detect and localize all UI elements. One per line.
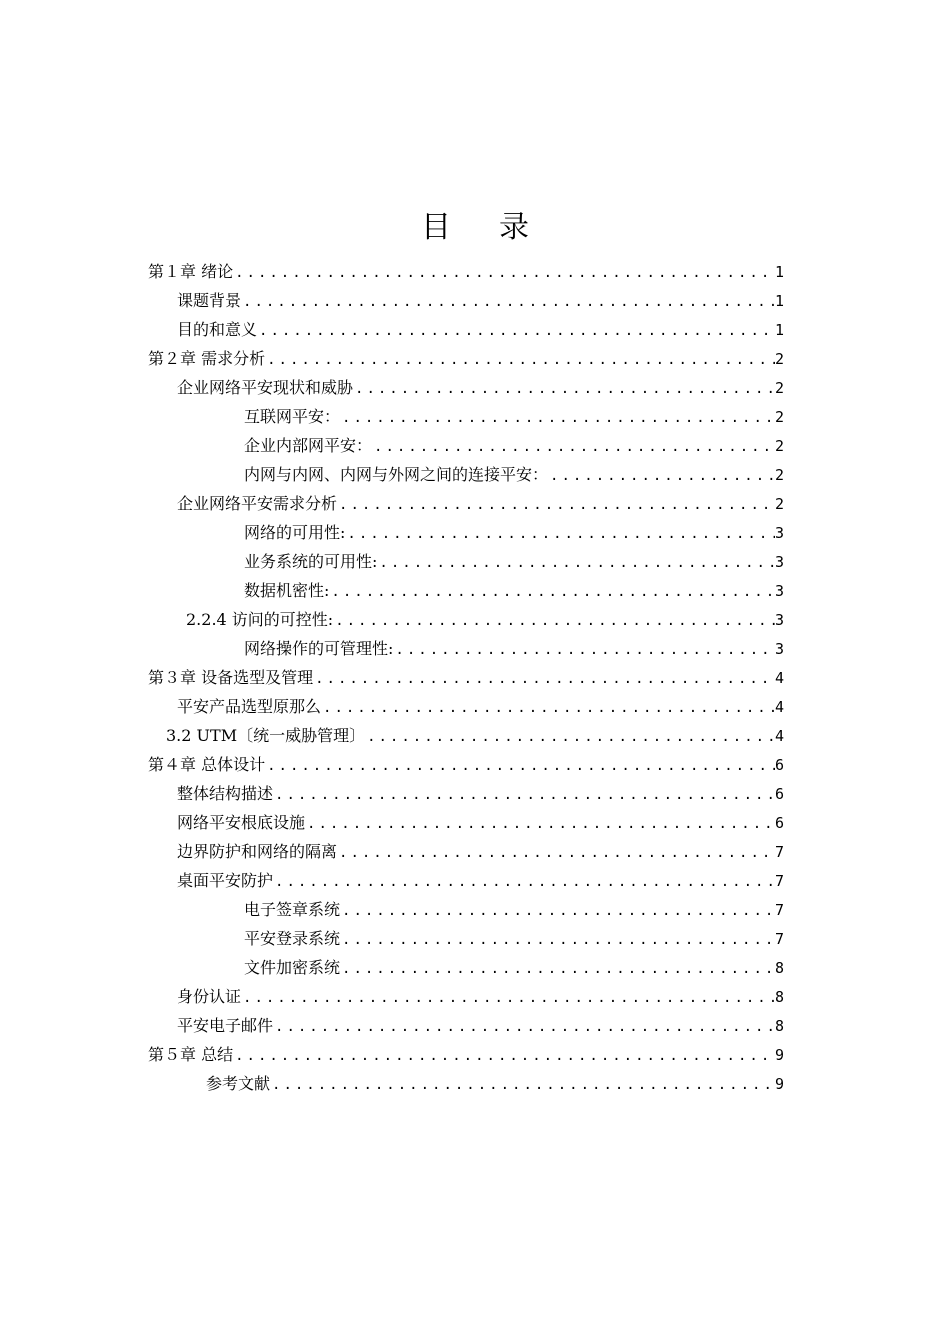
toc-entry-label: 第３章 设备选型及管理 bbox=[148, 668, 314, 687]
toc-entry-label: 2.2.4 访问的可控性: bbox=[186, 610, 334, 629]
toc-entry-page: 7 bbox=[774, 901, 784, 919]
dot-leader bbox=[265, 346, 775, 373]
dot-leader bbox=[241, 984, 775, 1011]
toc-entry-page: 8 bbox=[774, 1017, 784, 1035]
dot-leader bbox=[337, 839, 775, 866]
toc-entry-page: 8 bbox=[774, 988, 784, 1006]
toc-entry-page: 4 bbox=[774, 698, 784, 716]
toc-entry-page: 7 bbox=[774, 930, 784, 948]
dot-leader bbox=[313, 665, 775, 692]
toc-entry-label: 平安登录系统 bbox=[244, 929, 341, 948]
dot-leader bbox=[377, 549, 775, 576]
toc-entry[interactable] bbox=[148, 953, 784, 982]
toc-entry[interactable] bbox=[148, 924, 784, 953]
toc-entry[interactable] bbox=[148, 373, 784, 402]
toc-entry-references[interactable] bbox=[148, 1069, 784, 1098]
toc-entry-label: 互联网平安： bbox=[244, 407, 341, 426]
dot-leader bbox=[340, 897, 775, 924]
dot-leader bbox=[233, 259, 775, 286]
toc-entry-page: 2 bbox=[774, 408, 784, 426]
table-of-contents bbox=[148, 257, 784, 1098]
toc-entry-label: 平安电子邮件 bbox=[177, 1016, 274, 1035]
toc-entry[interactable] bbox=[148, 721, 784, 750]
toc-entry-page: 8 bbox=[774, 959, 784, 977]
toc-entry-page: 2 bbox=[774, 466, 784, 484]
dot-leader bbox=[270, 1071, 775, 1098]
dot-leader bbox=[345, 520, 775, 547]
toc-entry[interactable] bbox=[148, 837, 784, 866]
toc-entry[interactable] bbox=[148, 286, 784, 315]
toc-entry[interactable] bbox=[148, 489, 784, 518]
toc-entry-label: 身份认证 bbox=[177, 987, 242, 1006]
toc-entry-label: 第１章 绪论 bbox=[148, 262, 234, 281]
toc-entry-page: 6 bbox=[774, 756, 784, 774]
toc-entry-label: 电子签章系统 bbox=[244, 900, 341, 919]
toc-entry-page: 4 bbox=[774, 727, 784, 745]
toc-entry-label: 网络操作的可管理性: bbox=[244, 639, 394, 658]
toc-entry-page: 4 bbox=[774, 669, 784, 687]
toc-entry-page: 1 bbox=[774, 321, 784, 339]
toc-entry-chapter-3[interactable] bbox=[148, 663, 784, 692]
toc-entry-chapter-5[interactable] bbox=[148, 1040, 784, 1069]
toc-entry-page: 6 bbox=[774, 814, 784, 832]
toc-entry-label: 边界防护和网络的隔离 bbox=[177, 842, 338, 861]
dot-leader bbox=[372, 433, 775, 460]
toc-entry[interactable] bbox=[148, 866, 784, 895]
page-title: 目录 bbox=[421, 210, 577, 245]
dot-leader bbox=[333, 607, 775, 634]
toc-entry[interactable] bbox=[148, 982, 784, 1011]
toc-entry[interactable] bbox=[148, 402, 784, 431]
toc-entry[interactable] bbox=[148, 547, 784, 576]
toc-entry-label: 企业内部网平安： bbox=[244, 436, 373, 455]
toc-entry[interactable] bbox=[148, 1011, 784, 1040]
dot-leader bbox=[353, 375, 775, 402]
toc-entry-label: 参考文献 bbox=[206, 1074, 271, 1093]
toc-entry-page: 2 bbox=[774, 379, 784, 397]
dot-leader bbox=[393, 636, 775, 663]
dot-leader bbox=[233, 1042, 775, 1069]
toc-entry-label: 3.2 UTM〔统一威胁管理〕 bbox=[166, 726, 366, 745]
toc-entry[interactable] bbox=[148, 634, 784, 663]
toc-entry-label: 网络平安根底设施 bbox=[177, 813, 306, 832]
toc-entry-label: 第２章 需求分析 bbox=[148, 349, 266, 368]
dot-leader bbox=[340, 404, 775, 431]
toc-entry-label: 目的和意义 bbox=[177, 320, 258, 339]
toc-entry-label: 第５章 总结 bbox=[148, 1045, 234, 1064]
toc-entry[interactable] bbox=[148, 315, 784, 344]
toc-entry-label: 整体结构描述 bbox=[177, 784, 274, 803]
toc-entry-page: 3 bbox=[774, 553, 784, 571]
toc-entry-page: 9 bbox=[774, 1046, 784, 1064]
dot-leader bbox=[273, 868, 775, 895]
toc-entry-chapter-1[interactable] bbox=[148, 257, 784, 286]
dot-leader bbox=[321, 694, 775, 721]
toc-entry-label: 业务系统的可用性: bbox=[244, 552, 378, 571]
toc-entry-page: 3 bbox=[774, 524, 784, 542]
dot-leader bbox=[340, 955, 775, 982]
toc-entry-label: 课题背景 bbox=[177, 291, 242, 310]
toc-entry-label: 内网与内网、内网与外网之间的连接平安： bbox=[244, 465, 549, 484]
toc-entry-page: 2 bbox=[774, 350, 784, 368]
dot-leader bbox=[257, 317, 775, 344]
toc-entry-chapter-4[interactable] bbox=[148, 750, 784, 779]
toc-entry-page: 6 bbox=[774, 785, 784, 803]
dot-leader bbox=[329, 578, 775, 605]
toc-entry[interactable] bbox=[148, 460, 784, 489]
toc-entry-page: 1 bbox=[774, 292, 784, 310]
toc-entry[interactable] bbox=[148, 779, 784, 808]
toc-entry-label: 文件加密系统 bbox=[244, 958, 341, 977]
dot-leader bbox=[548, 462, 775, 489]
toc-entry-page: 2 bbox=[774, 495, 784, 513]
toc-entry-page: 3 bbox=[774, 611, 784, 629]
toc-entry-label: 平安产品选型原那么 bbox=[177, 697, 322, 716]
dot-leader bbox=[273, 1013, 775, 1040]
dot-leader bbox=[265, 752, 775, 779]
toc-entry[interactable] bbox=[148, 692, 784, 721]
dot-leader bbox=[241, 288, 775, 315]
dot-leader bbox=[273, 781, 775, 808]
toc-entry-page: 3 bbox=[774, 640, 784, 658]
dot-leader bbox=[337, 491, 775, 518]
toc-entry[interactable] bbox=[148, 518, 784, 547]
toc-entry-label: 第４章 总体设计 bbox=[148, 755, 266, 774]
toc-entry[interactable] bbox=[148, 895, 784, 924]
toc-entry-page: 7 bbox=[774, 843, 784, 861]
toc-entry-page: 7 bbox=[774, 872, 784, 890]
toc-entry-chapter-2[interactable] bbox=[148, 344, 784, 373]
dot-leader bbox=[305, 810, 775, 837]
toc-entry-label: 桌面平安防护 bbox=[177, 871, 274, 890]
toc-entry[interactable] bbox=[148, 576, 784, 605]
toc-entry-label: 数据机密性: bbox=[244, 581, 330, 600]
toc-entry-page: 9 bbox=[774, 1075, 784, 1093]
toc-entry[interactable] bbox=[148, 808, 784, 837]
toc-entry-label: 企业网络平安现状和威胁 bbox=[177, 378, 354, 397]
toc-entry[interactable] bbox=[148, 605, 784, 634]
dot-leader bbox=[365, 723, 775, 750]
toc-entry-page: 3 bbox=[774, 582, 784, 600]
toc-entry-page: 1 bbox=[774, 263, 784, 281]
toc-entry-label: 企业网络平安需求分析 bbox=[177, 494, 338, 513]
dot-leader bbox=[340, 926, 775, 953]
toc-entry-page: 2 bbox=[774, 437, 784, 455]
toc-entry-label: 网络的可用性: bbox=[244, 523, 346, 542]
toc-entry[interactable] bbox=[148, 431, 784, 460]
